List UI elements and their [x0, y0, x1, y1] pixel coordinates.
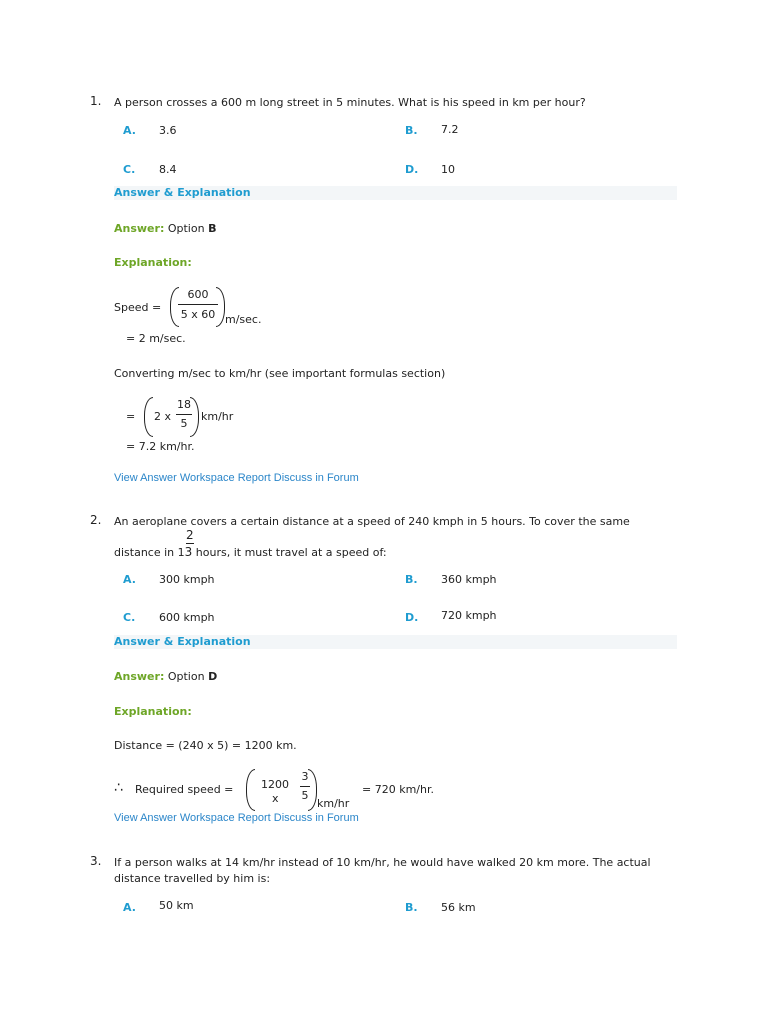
q2-req-unit: km/hr [317, 797, 350, 810]
question-2-number: 2. [90, 513, 102, 527]
q2-option-b-letter[interactable]: B. [405, 573, 418, 586]
question-3-number: 3. [90, 854, 102, 868]
q2-req-numerator: 3 [301, 770, 309, 783]
q3-option-b-value: 56 km [441, 901, 476, 914]
question-2-text: An aeroplane covers a certain distance at a speed of 240 kmph in 5 hours. To cover the same [114, 515, 630, 528]
q2-line2-suffix: hours, it must travel at a speed of: [195, 546, 387, 559]
q2-option-a-value: 300 kmph [159, 573, 215, 586]
q1-option-b-letter[interactable]: B. [405, 124, 418, 137]
q1-speed-fraction-bar [178, 304, 218, 305]
q2-req-denominator: 5 [301, 789, 309, 802]
q1-conv-unit: km/hr [201, 410, 234, 423]
q2-fraction-denominator: 3 [184, 545, 193, 559]
q2-option-b-value: 360 kmph [441, 573, 497, 586]
q1-answer-label: Answer: [114, 222, 165, 235]
q2-explanation-label: Explanation: [114, 705, 192, 718]
q2-answer-option: D [208, 670, 218, 683]
q1-option-c-letter[interactable]: C. [123, 163, 136, 176]
q2-req-times: x [272, 792, 279, 805]
q2-req-left-paren [246, 769, 255, 811]
q1-result: = 7.2 km/hr. [126, 440, 195, 453]
q2-answer-line [114, 670, 217, 683]
q1-conv-right-paren [190, 397, 199, 437]
q1-conv-denominator: 5 [180, 417, 188, 430]
q1-speed-denominator: 5 x 60 [180, 308, 216, 321]
q1-option-a-letter[interactable]: A. [123, 124, 136, 137]
q1-conv-equals: = [126, 410, 136, 423]
q3-option-b-letter[interactable]: B. [405, 901, 418, 914]
question-1-number: 1. [90, 94, 102, 108]
q1-option-d-letter[interactable]: D. [405, 163, 419, 176]
question-1-text: A person crosses a 600 m long street in 5 minutes. What is his speed in km per hour? [114, 96, 586, 109]
q2-fraction-bar [186, 543, 194, 544]
question-3-text-line2: distance travelled by him is: [114, 872, 271, 885]
q1-step-2m-sec: = 2 m/sec. [126, 332, 186, 345]
q2-option-c-value: 600 kmph [159, 611, 215, 624]
q2-line2-prefix: distance in 1 [114, 546, 185, 559]
q2-distance: Distance = (240 x 5) = 1200 km. [114, 739, 297, 752]
q1-option-c-value: 8.4 [159, 163, 177, 176]
q1-conv-left-paren [144, 397, 153, 437]
q1-answer-option: B [208, 222, 217, 235]
q1-option-a-value: 3.6 [159, 124, 177, 137]
q1-conv-numerator: 18 [177, 398, 191, 411]
therefore-symbol: ∴ [114, 780, 123, 796]
q1-speed-unit: m/sec. [225, 313, 262, 326]
q1-action-links[interactable]: View Answer Workspace Report Discuss in Forum [114, 472, 359, 484]
q1-explanation-label: Explanation: [114, 256, 192, 269]
q2-answer-text: Option [167, 670, 205, 683]
q1-option-d-value: 10 [441, 163, 455, 176]
q2-option-d-value: 720 kmph [441, 609, 497, 622]
q1-answer-explanation-toggle[interactable]: Answer & Explanation [114, 186, 677, 200]
q1-speed-right-paren [216, 287, 225, 327]
q2-required-speed-label: Required speed = [135, 783, 234, 796]
q3-option-a-value: 50 km [159, 899, 194, 912]
q2-option-c-letter[interactable]: C. [123, 611, 136, 624]
q2-fraction-numerator: 2 [186, 528, 194, 542]
q1-converting-text: Converting m/sec to km/hr (see important formulas section) [114, 367, 446, 380]
q2-option-d-letter[interactable]: D. [405, 611, 419, 624]
q1-conv-prefix: 2 x [154, 410, 172, 423]
q2-req-right-paren [308, 769, 317, 811]
q1-speed-numerator: 600 [187, 288, 209, 301]
question-3-text-line1: If a person walks at 14 km/hr instead of 10 km/hr, he would have walked 20 km more. The actual [114, 856, 651, 869]
q1-speed-label: Speed = [114, 301, 162, 314]
q3-option-a-letter[interactable]: A. [123, 901, 136, 914]
q1-option-b-value: 7.2 [441, 123, 459, 136]
q2-req-result: = 720 km/hr. [362, 783, 434, 796]
q2-text-line2 [114, 545, 387, 559]
q1-answer-line [114, 222, 216, 235]
q2-req-value: 1200 [261, 778, 289, 791]
q1-answer-text: Option [167, 222, 205, 235]
q2-action-links[interactable]: View Answer Workspace Report Discuss in Forum [114, 812, 359, 824]
q2-answer-label: Answer: [114, 670, 165, 683]
q2-option-a-letter[interactable]: A. [123, 573, 136, 586]
q2-answer-explanation-toggle[interactable]: Answer & Explanation [114, 635, 677, 649]
